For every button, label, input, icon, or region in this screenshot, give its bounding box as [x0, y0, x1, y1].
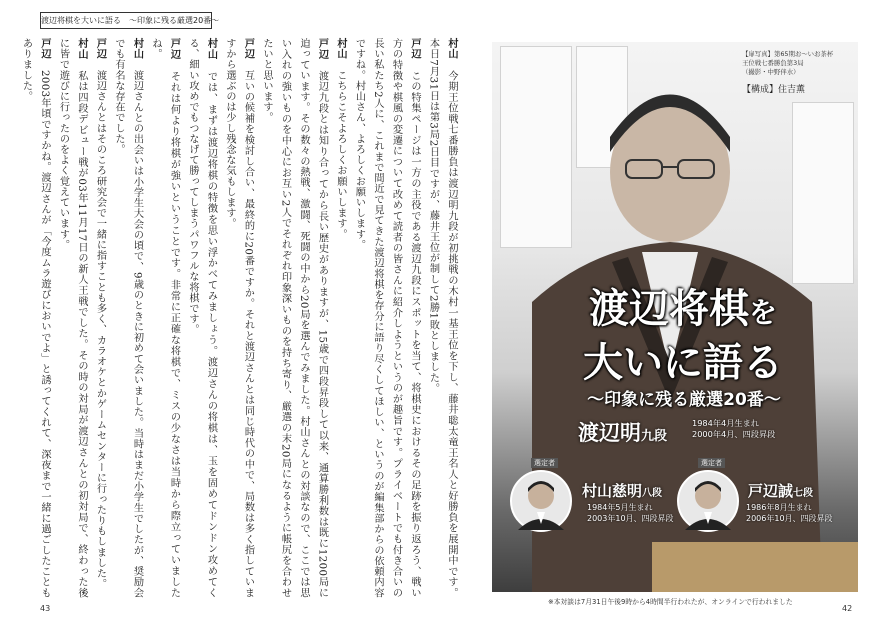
article-paragraph [349, 38, 423, 598]
speaker-name: 村山 [446, 38, 457, 60]
paragraph-text: 渡辺さんとの出会いは小学生大会の頃で、9歳のときに初めて会いました。当時はまだ小学生でしたが、奨励会でも有名な存在でした。 [113, 38, 143, 598]
article-paragraph [53, 38, 90, 598]
paragraph-text: 渡辺さんとはそのころ研究会で一緒に指すことも多く、カラオケとかゲームセンターに行ったりもしました。 [94, 59, 106, 590]
speaker-name: 戸辺 [242, 38, 254, 60]
article-paragraph [257, 38, 331, 598]
feature-title: 渡辺将棋を 大いに語る [583, 286, 783, 386]
section-header: 渡辺将棋を大いに語る 〜印象に残る厳選20番〜 [40, 12, 212, 29]
main-player-name: 渡辺明九段 [578, 421, 668, 445]
photo-credit: 【扉写真】第65期お〜いお茶杯 王位戦七番勝負第3局 （撮影・中野伴水） [742, 50, 834, 76]
selector-name: 戸辺誠七段 [748, 482, 814, 500]
article-paragraph [220, 38, 257, 598]
article-paragraph [331, 38, 350, 598]
speaker-name: 戸辺 [39, 38, 50, 60]
speaker-name: 戸辺 [409, 38, 420, 60]
page-number-right: 42 [842, 604, 853, 613]
article-paragraph [183, 38, 220, 598]
speaker-name: 戸辺 [168, 38, 180, 60]
article-paragraph [423, 38, 460, 598]
page-number-left: 43 [40, 604, 51, 613]
article-paragraph [146, 38, 183, 598]
selector-label: 選定者 [698, 458, 725, 468]
paragraph-text: 渡辺九段とは知り合ってから長い歴史がありますが、15歳で四段昇段して以来、通算勝利数は既に1200局に迫っています。その数々の熱戦、激闘、死闘の中から20局を選んでみました。村山さんとの対談なので、ここでは思い入れの強いものを中心にお互い2人でそれぞれ印象深いものを持ち寄り、厳選の末20局になるように帳尻を合わせたいと思います。 [261, 38, 328, 599]
article-paragraph [90, 38, 109, 598]
speaker-name: 村山 [335, 38, 346, 60]
speaker-name: 村山 [205, 38, 217, 60]
selector-avatar [510, 470, 572, 532]
feature-subtitle: 〜印象に残る厳選20番〜 [587, 390, 781, 410]
selector-info: 1984年5月生まれ 2003年10月、四段昇段 [587, 503, 674, 523]
composer-credit: 【構成】住吉薫 [742, 85, 806, 95]
article-paragraph [16, 38, 53, 598]
paragraph-text: 今期王位戦七番勝負は渡辺明九段が初挑戦の木村一基王位を下し、藤井聡太竜王名人と好勝負を展開中です。本日7月31日は第3局2日目ですが、藤井王位が制して2勝1敗としました。 [427, 38, 457, 598]
footnote: ※本対談は7月31日午後9時から4時間半行われたが、オンラインで行われました [548, 598, 793, 606]
paragraph-text: では、まずは渡辺将棋の特徴を思い浮かべてみましょう。渡辺さんの将棋は、玉を固めてドンドン攻めてくる、細い攻めでもつなげて勝ってしまうパワフルな将棋です。 [187, 38, 217, 598]
paragraph-text: 2003年頃ですかね。渡辺さんが「今度ムラ遊びにおいでよ」と誘ってくれて、深夜まで一緒に過ごしたこともありました。 [20, 38, 50, 599]
selector-label: 選定者 [531, 458, 558, 468]
paragraph-text: 私は四段デビュー戦が03年11月17日の新人王戦でした。その時の対局が渡辺さんとの初対局で、終わった後に皆で遊びに行ったのをよく覚えています。 [57, 38, 87, 599]
speaker-name: 戸辺 [94, 38, 106, 60]
main-player-info: 1984年4月生まれ 2000年4月、四段昇段 [692, 418, 776, 439]
paragraph-text: それは何より将棋が強いということです。非常に正確な将棋で、ミスの少なさは当時から際立っていましたね。 [150, 38, 180, 598]
paragraph-text: この特集ページは一方の主役である渡辺九段にスポットを当て、将棋史におけるその足跡を振り返ろう、戦い方の特徴や棋風の変遷について改めて読者の皆さんに紹介しようというのが趣旨です。プライベートでも付き合いの長い私たち2人に、これまで間近で見てきた渡辺将棋を存分に語り尽くしてほしい、というのが編集部からの依頼内容ですね。村山さん、よろしくお願いします。 [353, 38, 420, 598]
speaker-name: 村山 [76, 38, 87, 60]
article-paragraph [109, 38, 146, 598]
selector-name: 村山慈明八段 [582, 482, 663, 500]
speaker-name: 村山 [131, 38, 143, 60]
speaker-name: 戸辺 [316, 38, 328, 60]
paragraph-text: こちらこそよろしくお願いします。 [335, 59, 346, 240]
article-body [20, 38, 460, 599]
selector-avatar [677, 470, 739, 532]
selector-info: 1986年8月生まれ 2006年10月、四段昇段 [746, 503, 833, 523]
paragraph-text: 互いの候補を検討し合い、最終的に20番ですか。それと渡辺さんとは同じ時代の中で、局数は多く指していますから選ぶのは少し残念な気もします。 [224, 38, 254, 598]
